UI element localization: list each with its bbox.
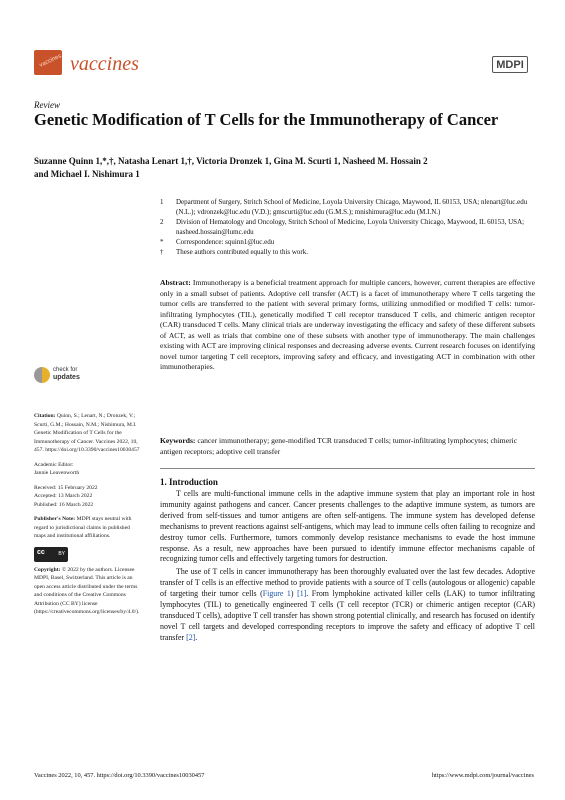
check-updates-icon bbox=[34, 367, 50, 383]
affiliation-symbol: * bbox=[160, 238, 164, 246]
affiliation-symbol: 1 bbox=[160, 198, 164, 206]
footer-citation: Vaccines 2022, 10, 457. https://doi.org/10.3390/vaccines10030457 bbox=[34, 772, 205, 779]
check-updates-line-1: check for bbox=[53, 367, 78, 373]
sidebar bbox=[34, 412, 140, 623]
keywords-label: Keywords: bbox=[160, 436, 196, 445]
citation-label: Citation: bbox=[34, 413, 56, 419]
publisher-logo bbox=[492, 56, 528, 73]
academic-editor bbox=[34, 461, 140, 478]
figure-link[interactable]: Figure 1 bbox=[262, 589, 291, 599]
page-footer bbox=[34, 772, 534, 779]
footer-journal-url[interactable]: https://www.mdpi.com/journal/vaccines bbox=[431, 772, 534, 779]
abstract bbox=[160, 278, 535, 373]
affiliation-symbol: 2 bbox=[160, 218, 164, 226]
intro-paragraph-1: T cells are multi-functional immune cells in the adaptive immune system that play an important role in host immunity against pathogens and cancer. Cancer presents challenges to the adaptive immune system, as tumors are derived from self-tissues and tumor antigens are often self-antigens. The immune system has developed defense mechanisms to prevent reactions against self-antigens, which may lead to immune cells often failing to recognize and destroy tumor cells. Furthermore, tumors commonly develop resistance mechanisms to evade the host immune response. As a result, new approaches have been pursued to identify immune effector mechanisms capable of recognizing tumor cells and effectively targeting tumors for destruction. bbox=[160, 489, 535, 564]
journal-logo bbox=[34, 50, 62, 75]
journal-logo-mark: vaccines bbox=[38, 53, 63, 69]
dates bbox=[34, 484, 140, 510]
accepted-date: Accepted: 13 March 2022 bbox=[34, 493, 93, 499]
section-divider bbox=[160, 468, 535, 469]
paragraph-text: . bbox=[195, 632, 198, 642]
publisher-note-label: Publisher's Note: bbox=[34, 516, 76, 522]
affiliation-item bbox=[160, 217, 535, 237]
paragraph-text: . From lymphokine activated killer cells (LAK) to tumor infiltrating lymphocytes (TIL) to genetically engineered T cells (T cell receptor (TCR) or chimeric antigen receptor (CAR) transduced T cells), adoptive T cell transfer has shown strong potential clinically, and research has focused on identify novel T cell targets and developed corresponding receptors to improve the safety and efficacy of adoptive T cell transfer bbox=[160, 589, 535, 642]
authors-line-1: Suzanne Quinn 1,*,†, Natasha Lenart 1,†, Victoria Dronzek 1, Gina M. Scurti 1, Nasheed M. Hossain 2 bbox=[34, 156, 428, 166]
keywords bbox=[160, 436, 535, 457]
keywords-text: cancer immunotherapy; gene-modified TCR transduced T cells; tumor-infiltrating lymphocytes; chimeric antigen receptors; adoptive cell transfer bbox=[160, 436, 518, 456]
affiliation-symbol: † bbox=[160, 248, 164, 256]
affiliation-item bbox=[160, 197, 535, 217]
cc-icon: cc bbox=[37, 548, 45, 556]
by-icon: BY bbox=[58, 550, 65, 557]
abstract-label: Abstract: bbox=[160, 278, 191, 287]
affiliation-text: Division of Hematology and Oncology, Stritch School of Medicine, Loyola University Chicago, Maywood, IL 60153, USA; nasheed.hossain@lumc.edu bbox=[176, 218, 525, 236]
published-date: Published: 16 March 2022 bbox=[34, 501, 94, 508]
affiliation-item bbox=[160, 247, 535, 257]
academic-editor-name: Jannie Leavenworth bbox=[34, 470, 80, 476]
received-date: Received: 15 February 2022 bbox=[34, 484, 98, 491]
citation bbox=[34, 412, 140, 455]
publisher-note-text: MDPI stays neutral with regard to jurisdictional claims in published maps and institutional affiliations. bbox=[34, 516, 132, 539]
authors-line-2: and Michael I. Nishimura 1 bbox=[34, 168, 140, 179]
introduction-body bbox=[160, 489, 535, 646]
affiliation-text: Correspondence: squinn1@luc.edu bbox=[176, 238, 275, 246]
check-updates-line-2: updates bbox=[53, 374, 80, 381]
reference-link[interactable]: [1] bbox=[297, 589, 307, 599]
section-heading: 1. Introduction bbox=[160, 477, 218, 487]
paragraph-text: ) bbox=[290, 589, 298, 599]
copyright-text: © 2022 by the authors. Licensee MDPI, Basel, Switzerland. This article is an open access article distributed under the terms and conditions of the Creative Commons Attribution (CC BY) license (https://creativecommons.org/licenses/by/4.0/). bbox=[34, 566, 140, 615]
intro-paragraph-2 bbox=[160, 567, 535, 643]
affiliations bbox=[160, 197, 535, 257]
check-for-updates-badge[interactable] bbox=[34, 367, 94, 389]
copyright-label: Copyright: bbox=[34, 566, 61, 573]
abstract-text: Immunotherapy is a beneficial treatment approach for multiple cancers, however, current therapies are effective only in a small subset of patients. Adoptive cell transfer (ACT) is a facet of immunotherapy where T cells targeting the tumor cells are transferred to the patient with several primary forms, utilizing unmodified or modified T cells: tumor-infiltrating lymphocytes (TIL), genetically modified T cell receptor transduced T cells, and chimeric antigen receptor (CAR) transduced T cells. Many clinical trials are underway investigating the efficacy and safety of these different subsets of ACT, as well as trials that combine one of these subsets with another type of immunotherapy. The main challenges existing with ACT are improving clinical responses and decreasing adverse events. Current research focuses on identifying novel tumor targeting T cell receptors, improving safety and efficacy, and investigating ACT in combination with other immunotherapies. bbox=[160, 278, 535, 372]
author-list bbox=[34, 155, 534, 180]
publisher-note bbox=[34, 515, 140, 541]
cc-license-badge[interactable] bbox=[34, 547, 68, 562]
reference-link[interactable]: [2] bbox=[186, 632, 196, 642]
article-title: Genetic Modification of T Cells for the Immunotherapy of Cancer bbox=[34, 110, 499, 129]
journal-name: vaccines bbox=[70, 53, 139, 75]
academic-editor-label: Academic Editor: bbox=[34, 461, 74, 468]
affiliation-text: These authors contributed equally to this work. bbox=[176, 248, 308, 256]
affiliation-item bbox=[160, 237, 535, 247]
publisher-name: MDPI bbox=[492, 56, 528, 73]
citation-text: Quinn, S.; Lenart, N.; Dronzek, V.; Scurti, G.M.; Hossain, N.M.; Nishimura, M.I. Genetic Modification of T Cells for the Immunotherapy of Cancer. Vaccines 2022, 10, 457. https://doi.org/10.3390/vaccines10030457 bbox=[34, 413, 140, 453]
copyright bbox=[34, 566, 140, 617]
article-type: Review bbox=[34, 100, 60, 110]
affiliation-text: Department of Surgery, Stritch School of Medicine, Loyola University Chicago, Maywood, IL 60153, USA; nlenart@luc.edu (N.L.); vdronzek@luc.edu (V.D.); gmscurti@luc.edu (G.M.S.); mnishimura@luc.edu (M.I.N.) bbox=[176, 198, 528, 216]
paragraph-text: The use of T cells in cancer immunotherapy has been thoroughly evaluated over the last few decades. Adoptive transfer of T cells is an effective method to provide patients with a source of T cells (autologous or allogenic) capable of targeting their tumor cells ( bbox=[160, 567, 535, 599]
